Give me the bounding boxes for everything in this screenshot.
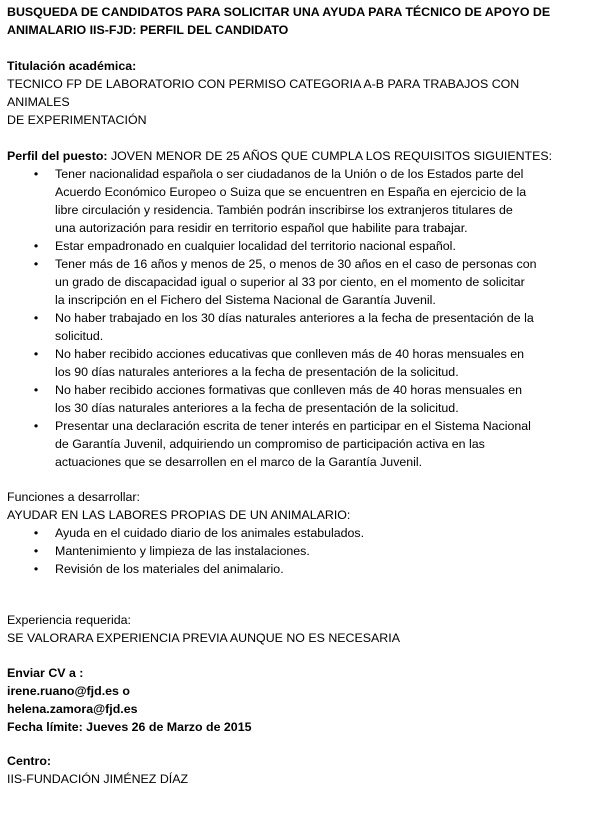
perfil-text: JOVEN MENOR DE 25 AÑOS QUE CUMPLA LOS REQUISITOS SIGUIENTES: — [107, 149, 553, 163]
requirement-line: Presentar una declaración escrita de tener interés en participar en el Sistema Nacional — [55, 419, 531, 433]
perfil-heading — [7, 147, 581, 165]
experiencia-section — [7, 611, 581, 647]
bullet-icon: • — [33, 167, 39, 181]
email-link-irene[interactable]: irene.ruano@fjd.es o — [7, 684, 130, 698]
bullet-icon: • — [33, 419, 39, 433]
requirement-line: No haber trabajado en los 30 días naturales anteriores a la fecha de presentación de la — [55, 311, 534, 325]
requirement-line: Estar empadronado en cualquier localidad del territorio nacional español. — [55, 239, 456, 253]
funcion-item-1 — [7, 524, 581, 542]
bullet-icon: • — [33, 544, 39, 558]
titulacion-line-2: DE EXPERIMENTACIÓN — [7, 113, 147, 127]
perfil-section — [7, 147, 581, 471]
bullet-icon: • — [33, 526, 39, 540]
bullet-icon: • — [33, 257, 39, 271]
document-title — [7, 3, 581, 39]
perfil-label: Perfil del puesto: — [7, 149, 108, 163]
bullet-icon: • — [33, 239, 39, 253]
requirement-line: de Garantía Juvenil, adquiriendo un compromiso de participación activa en las — [55, 437, 485, 451]
centro-label: Centro: — [7, 754, 52, 768]
requirement-line: los 90 días naturales anteriores a la fecha de presentación de la solicitud. — [55, 365, 459, 379]
requirement-line: Acuerdo Económico Europeo o Suiza que se encuentren en España en ejercicio de la — [55, 185, 527, 199]
requirement-line: una autorización para residir en territorio español que habilite para trabajar. — [55, 221, 468, 235]
requirement-item-7 — [7, 417, 581, 471]
funciones-section — [7, 488, 581, 578]
requirement-line: la inscripción en el Fichero del Sistema Nacional de Garantía Juvenil. — [55, 293, 436, 307]
experiencia-label: Experiencia requerida: — [7, 613, 131, 627]
document-title-line-2: ANIMALARIO IIS-FJD: PERFIL DEL CANDIDATO — [7, 23, 289, 37]
bullet-icon: • — [33, 311, 39, 325]
document-title-line-1: BUSQUEDA DE CANDIDATOS PARA SOLICITAR UNA AYUDA PARA TÉCNICO DE APOYO DE — [7, 5, 551, 19]
funcion-line: Ayuda en el cuidado diario de los animales estabulados. — [55, 526, 365, 540]
requirement-item-1 — [7, 165, 581, 237]
requirement-line: libre circulación y residencia. También podrán inscribirse los extranjeros titulares de — [55, 203, 513, 217]
requirement-item-3 — [7, 255, 581, 309]
centro-name: IIS-FUNDACIÓN JIMÉNEZ DÍAZ — [7, 772, 189, 786]
requirement-line: solicitud. — [55, 329, 104, 343]
requirement-line: Tener nacionalidad española o ser ciudadanos de la Unión o de los Estados parte del — [55, 167, 524, 181]
titulacion-label: Titulación académica: — [7, 59, 137, 73]
experiencia-text: SE VALORARA EXPERIENCIA PREVIA AUNQUE NO ES NECESARIA — [7, 631, 400, 645]
funciones-text: AYUDAR EN LAS LABORES PROPIAS DE UN ANIMALARIO: — [7, 508, 351, 522]
requirement-line: actuaciones que se desarrollen en el marco de la Garantía Juvenil. — [55, 455, 423, 469]
centro-section — [7, 752, 581, 788]
funcion-item-3 — [7, 560, 581, 578]
requirements-list — [7, 165, 581, 471]
bullet-icon: • — [33, 383, 39, 397]
funciones-list — [7, 524, 581, 578]
requirement-line: Tener más de 16 años y menos de 25, o menos de 30 años en el caso de personas con — [55, 257, 537, 271]
requirement-line: No haber recibido acciones formativas que conlleven más de 40 horas mensuales en — [55, 383, 522, 397]
requirement-item-5 — [7, 345, 581, 381]
requirement-item-4 — [7, 309, 581, 345]
funciones-label: Funciones a desarrollar: — [7, 490, 140, 504]
requirement-item-6 — [7, 381, 581, 417]
envio-label: Enviar CV a : — [7, 666, 84, 680]
bullet-icon: • — [33, 562, 39, 576]
bullet-icon: • — [33, 347, 39, 361]
requirement-item-2 — [7, 237, 581, 255]
requirement-line: los 30 días naturales anteriores a la fecha de presentación de la solicitud. — [55, 401, 459, 415]
requirement-line: No haber recibido acciones educativas que conlleven más de 40 horas mensuales en — [55, 347, 525, 361]
titulacion-section — [7, 57, 581, 129]
email-link-helena[interactable]: helena.zamora@fjd.es — [7, 702, 138, 716]
envio-section — [7, 664, 581, 736]
deadline-text: Fecha límite: Jueves 26 de Marzo de 2015 — [7, 720, 252, 734]
funcion-line: Mantenimiento y limpieza de las instalaciones. — [55, 544, 310, 558]
funcion-line: Revisión de los materiales del animalario. — [55, 562, 284, 576]
titulacion-line-1: TECNICO FP DE LABORATORIO CON PERMISO CATEGORIA A-B PARA TRABAJOS CON ANIMALES — [7, 77, 520, 109]
requirement-line: un grado de discapacidad igual o superior al 33 por ciento, en el momento de solicitar — [55, 275, 525, 289]
funcion-item-2 — [7, 542, 581, 560]
